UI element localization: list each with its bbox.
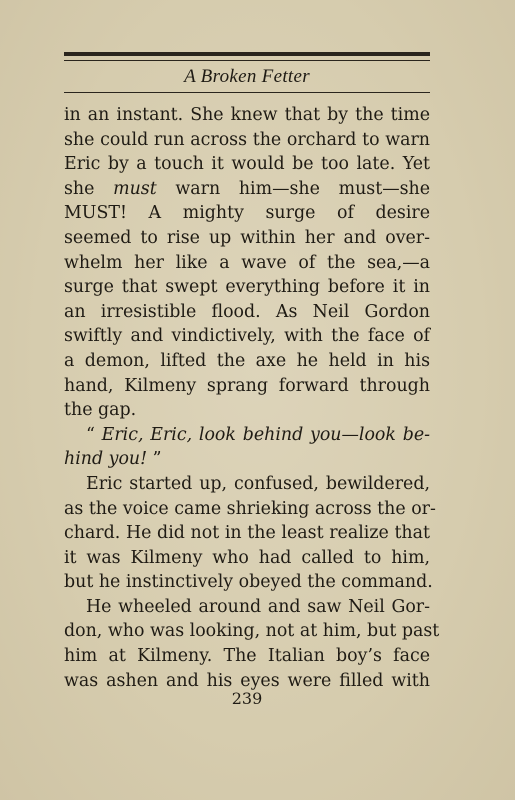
text-line: she must warn him—she must—she <box>64 178 430 199</box>
text-line: a demon, lifted the axe he held in his <box>64 350 430 371</box>
body-text <box>64 103 440 693</box>
running-head: A Broken Fetter <box>184 66 310 87</box>
italic-text: must <box>113 178 157 199</box>
header-rule-thin <box>64 60 430 61</box>
text-line: chard. He did not in the least realize that <box>64 523 430 544</box>
text-line: the gap. <box>64 400 137 421</box>
text-line: as the voice came shrieking across the or- <box>64 498 436 519</box>
text-line: hand, Kilmeny sprang forward through <box>64 375 430 396</box>
text-line: Eric started up, confused, bewildered, <box>86 473 430 494</box>
italic-text: hind you! <box>64 449 148 470</box>
text-line: was ashen and his eyes were filled with <box>64 670 430 691</box>
header-rule-bottom <box>64 92 430 93</box>
text-line: He wheeled around and saw Neil Gor- <box>86 596 430 617</box>
text-line: MUST! A mighty surge of desire <box>64 203 430 224</box>
text-line: “ Eric, Eric, look behind you—look be- <box>86 424 430 445</box>
text-line: she could run across the orchard to warn <box>64 129 430 150</box>
text-line: in an instant. She knew that by the time <box>64 105 430 125</box>
text-line: hind you! ” <box>64 449 162 470</box>
text-line: Eric by a touch it would be too late. Yet <box>64 154 430 175</box>
text-line: whelm her like a wave of the sea,—a <box>64 252 430 273</box>
text-line: surge that swept everything before it in <box>64 277 430 298</box>
text-line: it was Kilmeny who had called to him, <box>64 547 430 568</box>
text-line: but he instinctively obeyed the command. <box>64 572 433 593</box>
text-line: don, who was looking, not at him, but past <box>64 621 440 642</box>
italic-text: Eric, Eric, look behind you—look be- <box>101 424 430 445</box>
page-number: 239 <box>231 689 263 708</box>
text-line: seemed to rise up within her and over- <box>64 227 430 248</box>
text-line: swiftly and vindictively, with the face of <box>64 326 430 347</box>
text-line: an irresistible flood. As Neil Gordon <box>64 301 430 322</box>
header-rule-thick <box>64 52 430 56</box>
text-line: him at Kilmeny. The Italian boy’s face <box>64 646 430 667</box>
